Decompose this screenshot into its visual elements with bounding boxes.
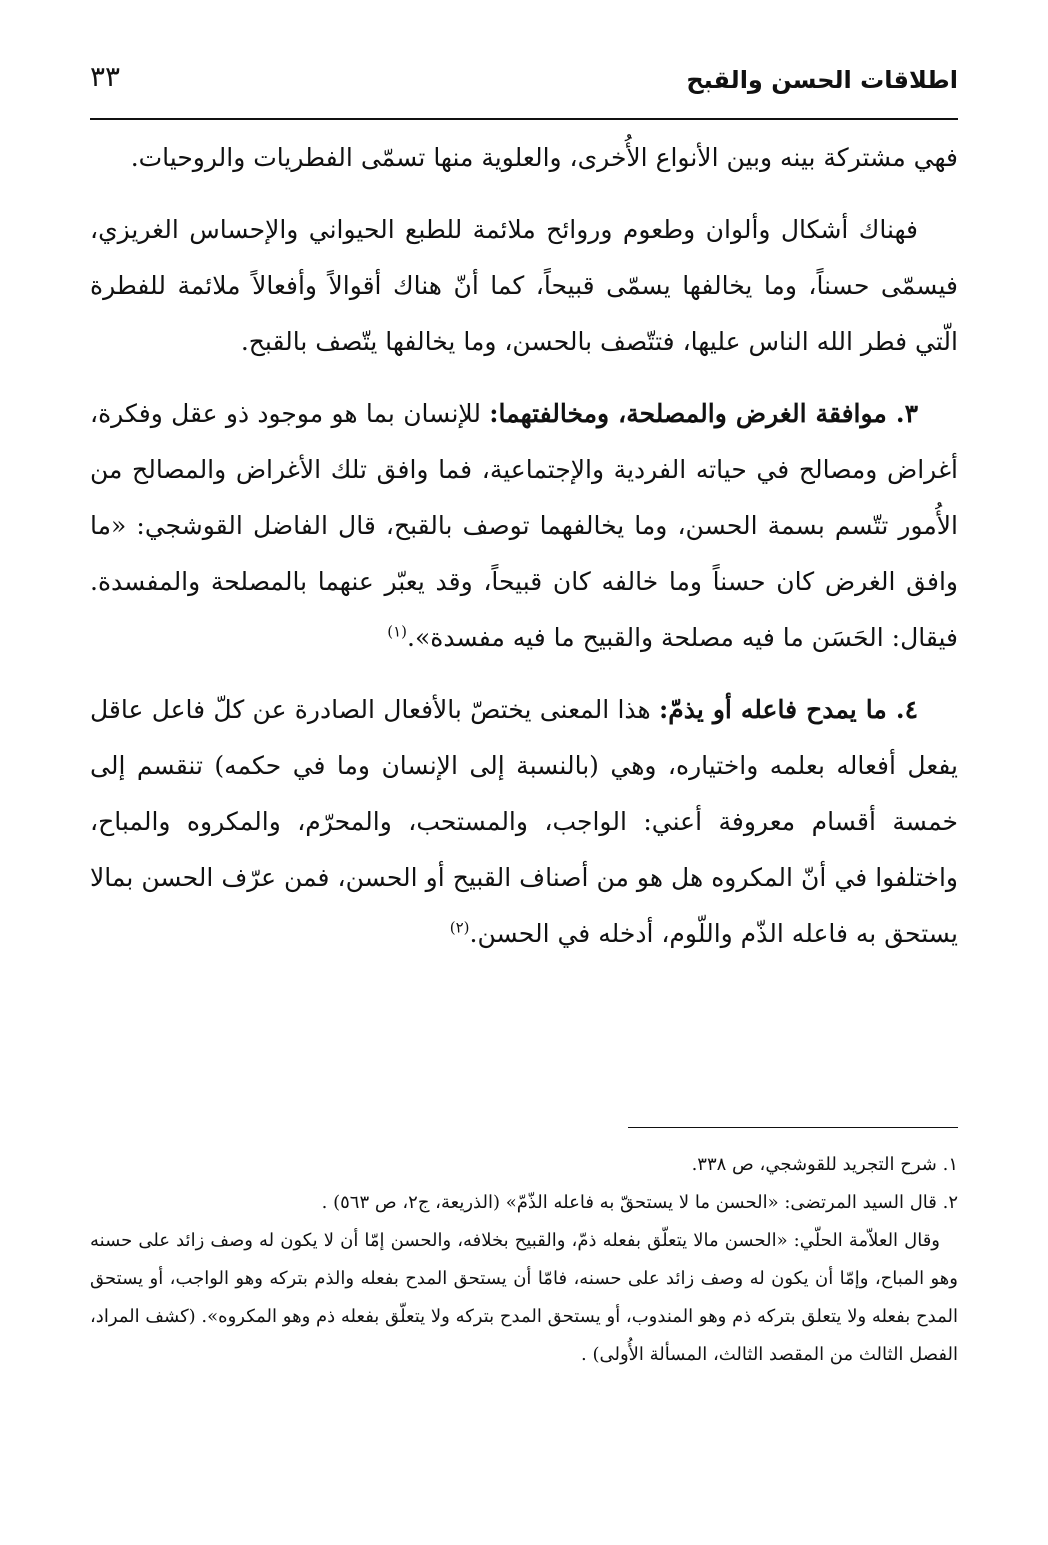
paragraph-4-heading: ٤. ما يمدح فاعله أو يذمّ: <box>658 695 919 724</box>
paragraph-1: فهي مشتركة بينه وبين الأنواع الأُخرى، والعلوية منها تسمّى الفطريات والروحيات. <box>130 143 958 172</box>
footnote-1: ١. شرح التجريد للقوشجي، ص ٣٣٨. <box>691 1154 958 1175</box>
header-rule <box>90 118 958 120</box>
footnote-rule <box>628 1127 958 1128</box>
paragraph-2: فهناك أشكال وألوان وطعوم وروائح ملائمة للطبع الحيواني والإحساس الغريزي، فيسمّى حسناً، وما يخالفها يسمّى قبيحاً، كما أنّ هناك أقوالاً وأفعالاً ملائمة للفطرة الّتي فطر الله الناس عليها، فتتّصف بالحسن، وما يخالفها يتّصف بالقبح. <box>90 215 958 356</box>
page-header <box>90 60 958 106</box>
paragraph-4-text: هذا المعنى يختصّ بالأفعال الصادرة عن كلّ فاعل عاقل يفعل أفعاله بعلمه واختياره، وهي (بالنسبة إلى الإنسان وما في حكمه) تنقسم إلى خمسة أقسام معروفة أعني: الواجب، والمستحب، والمحرّم، والمكروه والمباح، واختلفوا في أنّ المكروه هل هو من أصناف القبيح أو الحسن، فمن عرّف الحسن بمالا يستحق به فاعله الذّم واللّوم، أدخله في الحسن. <box>90 695 958 948</box>
paragraph-3 <box>90 386 958 666</box>
footnote-2: ٢. قال السيد المرتضى: «الحسن ما لا يستحقّ به فاعله الذّمّ» (الذريعة، ج٢، ص ٥٦٣) . <box>321 1192 958 1213</box>
footnote-marker-1: (١) <box>387 622 408 641</box>
running-title: اطلاقات الحسن والقبح <box>686 66 958 94</box>
main-text <box>90 130 958 978</box>
page-number: ٣٣ <box>90 60 121 93</box>
paragraph-3-heading: ٣. موافقة الغرض والمصلحة، ومخالفتهما: <box>489 399 919 428</box>
footnote-marker-2: (٢) <box>449 918 470 937</box>
paragraph-3-text: للإنسان بما هو موجود ذو عقل وفكرة، أغراض ومصالح في حياته الفردية والإجتماعية، فما وافق تلك الأغراض والمصالح من الأُمور تتّسم بسمة الحسن، وما يخالفهما توصف بالقبح، قال الفاضل القوشجي: «ما وافق الغرض كان حسناً وما خالفه كان قبيحاً، وقد يعبّر عنهما بالمصلحة والمفسدة. فيقال: الحَسَن ما فيه مصلحة والقبيح ما فيه مفسدة». <box>90 399 958 652</box>
paragraph-4 <box>90 682 958 962</box>
footnotes <box>90 1146 958 1374</box>
footnote-2-continuation: وقال العلاّمة الحلّي: «الحسن مالا يتعلّق بفعله ذمّ، والقبيح بخلافه، والحسن إمّا أن لا يكون له وصف زائد على حسنه وهو المباح، وإمّا أن يكون له وصف زائد على حسنه، فامّا أن يستحق المدح بفعله والذم بتركه وهو الواجب، أو يستحق المدح بفعله ولا يتعلق بتركه ذم وهو المندوب، أو يستحق المدح بتركه ولا يتعلّق بفعله ذم وهو المكروه». (كشف المراد، الفصل الثالث من المقصد الثالث، المسألة الأُولى) . <box>90 1230 958 1365</box>
